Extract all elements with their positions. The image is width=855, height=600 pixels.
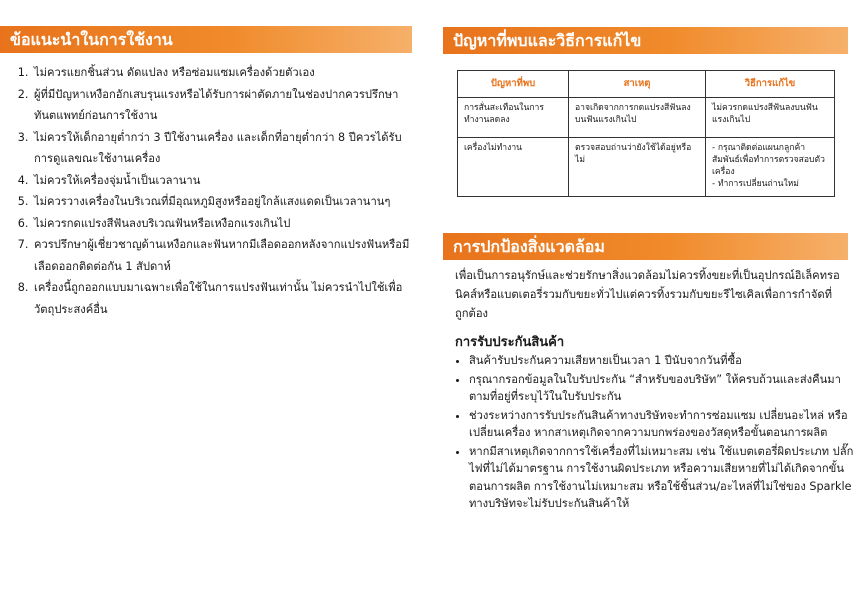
list-item: 4. ไม่ควรให้เครื่องจุ่มน้ำเป็นเวลานาน — [32, 170, 412, 192]
warranty-list — [455, 352, 854, 514]
cell-solution — [706, 138, 835, 197]
table-row — [458, 98, 835, 138]
table-header-row — [458, 71, 835, 98]
cell-problem: การสั่นสะเทือนในการทำงานลดลง — [458, 98, 569, 138]
troubleshooting-title: ปัญหาที่พบและวิธีการแก้ไข — [443, 27, 848, 54]
troubleshooting-table — [457, 70, 835, 197]
list-item: • สินค้ารับประกันความเสียหายเป็นเวลา 1 ปีนับจากวันที่ซื้อ — [469, 352, 854, 370]
solution-item: - กรุณาติดต่อแผนกลูกค้าสัมพันธ์เพื่อทำการตรวจสอบตัวเครื่อง — [712, 143, 825, 177]
list-item: 2. ผู้ที่มีปัญหาเหงือกอักเสบรุนแรงหรือได้รับการผ่าตัดภายในช่องปากควรปรึกษาทันตแพทย์ก่อนการใช้งาน — [32, 84, 412, 127]
list-item: • กรุณากรอกข้อมูลในใบรับประกัน “สำหรับของบริษัท” ให้ครบถ้วนและส่งคืนมาตามที่อยู่ที่ระบุไว้ในใบรับประกัน — [469, 371, 854, 406]
list-item: 6. ไม่ควรกดแปรงสีฟันลงบริเวณฟันหรือเหงือกแรงเกินไป — [32, 213, 412, 235]
cell-problem: เครื่องไม่ทำงาน — [458, 138, 569, 197]
solution-item: ไม่ควรกดแปรงสีฟันลงบนฟันแรงเกินไป — [712, 103, 818, 125]
environment-text: เพื่อเป็นการอนุรักษ์และช่วยรักษาสิ่งแวดล้อมไม่ควรทิ้งขยะที่เป็นอุปกรณ์อิเล็คทรอนิคส์หรือแบตเตอรี่รวมกับขยะทั่วไปแต่ควรทิ้งรวมกับขยะรีไซเคิลเพื่อการกำจัดที่ถูกต้อง — [455, 269, 840, 320]
list-item: 5. ไม่ควรวางเครื่องในบริเวณที่มีอุณหภูมิสูงหรืออยู่ใกล้แสงแดดเป็นเวลานานๆ — [32, 191, 412, 213]
list-item: 8. เครื่องนี้ถูกออกแบบมาเฉพาะเพื่อใช้ในการแปรงฟันเท่านั้น ไม่ควรนำไปใช้เพื่อวัตถุประสงค์อื่น — [32, 277, 412, 320]
list-item: 1. ไม่ควรแยกชิ้นส่วน ดัดแปลง หรือซ่อมแซมเครื่องด้วยตัวเอง — [32, 62, 412, 84]
cell-solution — [706, 98, 835, 138]
list-item: • หากมีสาเหตุเกิดจากการใช้เครื่องที่ไม่เหมาะสม เช่น ใช้แบตเตอรี่ผิดประเภท ปลั๊กไฟที่ไม่ได้มาตรฐาน การใช้งานผิดประเภท หรือความเสียหายที่ไม่ได้เกิดจากขั้นตอนการผลิต การใช้งานไม่เหมาะสม หรือใช้ชิ้นส่วน/อะไหล่ที่ไม่ใช่ของ Sparkle ทางบริษัทจะไม่รับประกันสินค้าให้ — [469, 443, 854, 513]
cell-cause: อาจเกิดจากการกดแปรงสีฟันลงบนฟันแรงเกินไป — [569, 98, 706, 138]
list-item: 7. ควรปรึกษาผู้เชี่ยวชาญด้านเหงือกและฟันหากมีเลือดออกหลังจากแปรงฟันหรือมีเลือดออกติดต่อกัน 1 สัปดาห์ — [32, 234, 412, 277]
list-item: • ช่วงระหว่างการรับประกันสินค้าทางบริษัทจะทำการซ่อมแซม เปลี่ยนอะไหล่ หรือเปลี่ยนเครื่อง หากสาเหตุเกิดจากความบกพร่องของวัสดุหรือขั้นตอนการผลิต — [469, 407, 854, 442]
header-problem: ปัญหาที่พบ — [458, 71, 569, 98]
instructions-title: ข้อแนะนำในการใช้งาน — [0, 26, 412, 53]
solution-item: - ทำการเปลี่ยนถ่านใหม่ — [712, 179, 799, 189]
environment-title: การปกป้องสิ่งแวดล้อม — [443, 233, 848, 260]
list-item: 3. ไม่ควรให้เด็กอายุต่ำกว่า 3 ปีใช้งานเครื่อง และเด็กที่อายุต่ำกว่า 8 ปีควรได้รับการดูแลขณะใช้งานเครื่อง — [32, 127, 412, 170]
warranty-title: การรับประกันสินค้า — [455, 335, 565, 350]
table-row — [458, 138, 835, 197]
header-cause: สาเหตุ — [569, 71, 706, 98]
header-solution: วิธีการแก้ไข — [706, 71, 835, 98]
cell-cause: ตรวจสอบถ่านว่ายังใช้ได้อยู่หรือไม่ — [569, 138, 706, 197]
instructions-list — [0, 62, 412, 320]
